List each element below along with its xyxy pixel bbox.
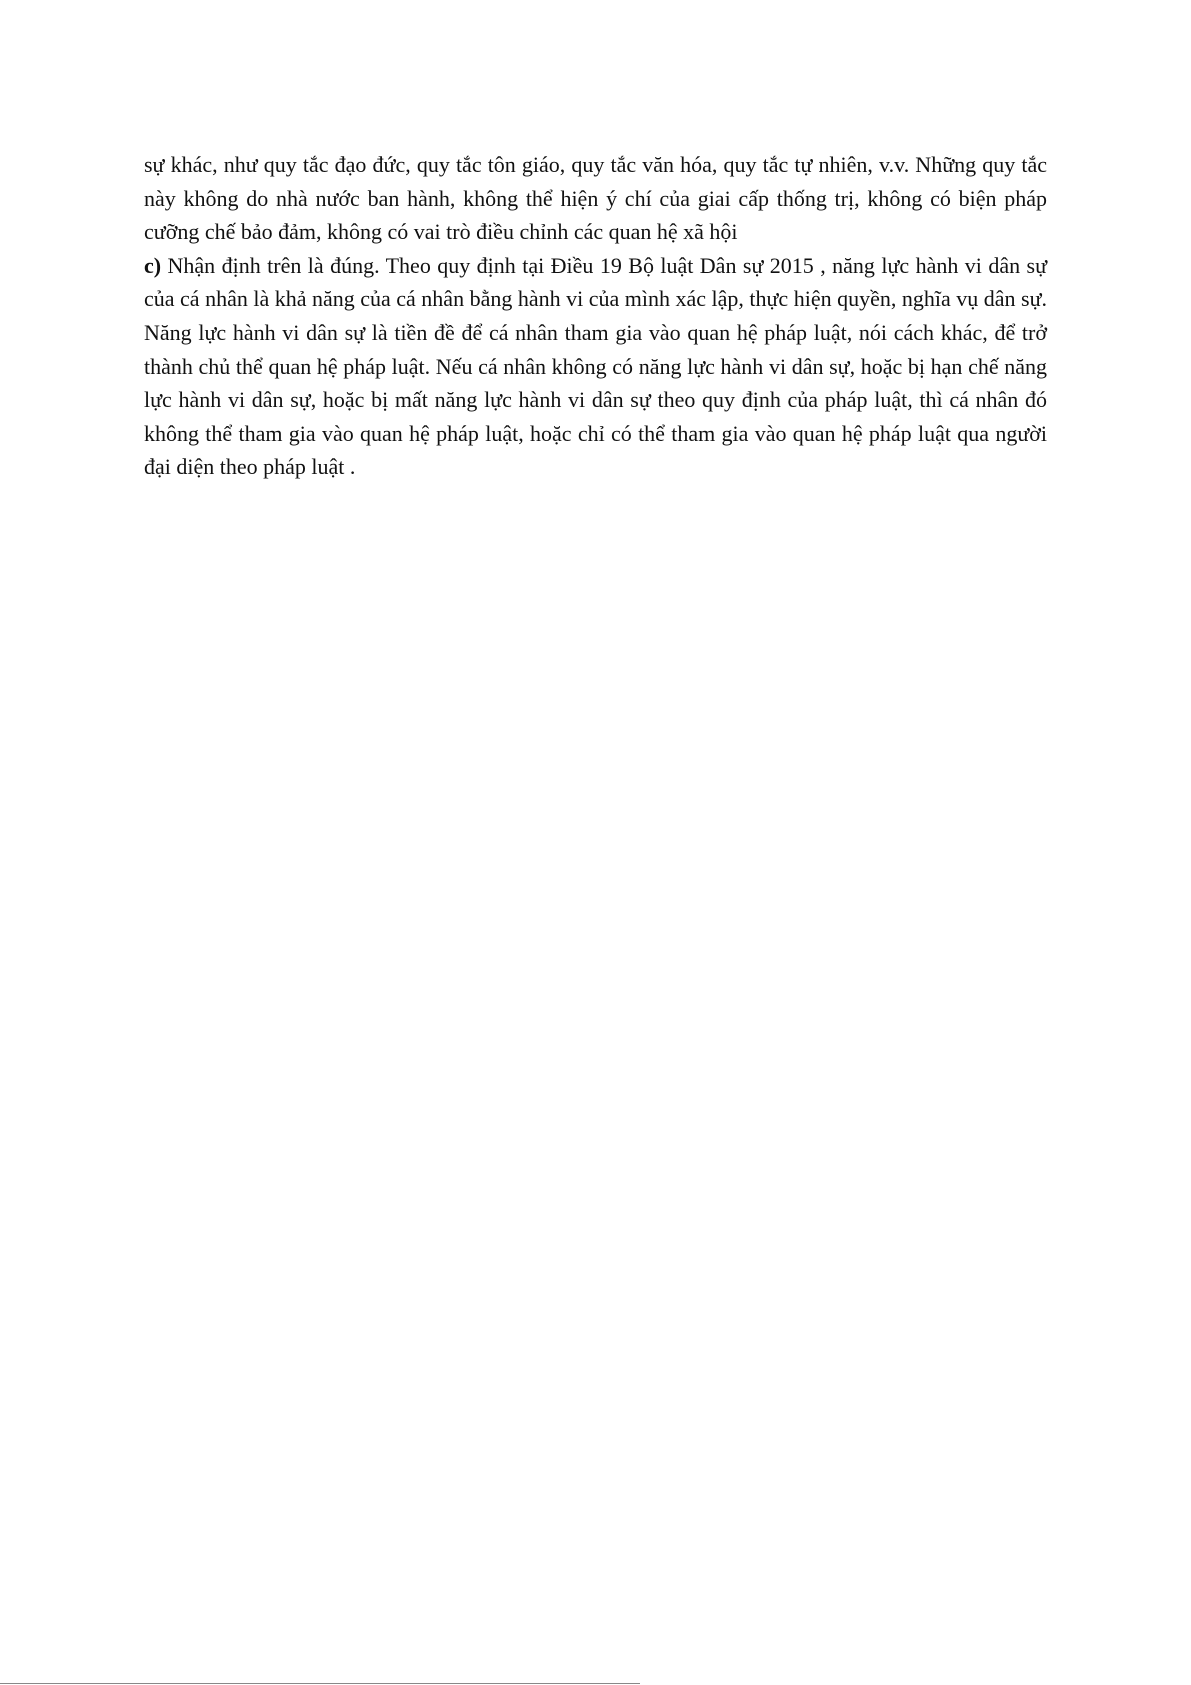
paragraph-continuation (144, 148, 1047, 249)
paragraph-text: sự khác, như quy tắc đạo đức, quy tắc tôn giáo, quy tắc văn hóa, quy tắc tự nhiên, v.v. Những quy tắc này không do nhà nước ban hành, không thể hiện ý chí của giai cấp thống trị, không có biện pháp cưỡng chế bảo đảm, không có vai trò điều chỉnh các quan hệ xã hội (144, 152, 1047, 245)
paragraph-label: c) (144, 252, 162, 278)
paragraph-c (144, 249, 1047, 484)
paragraph-text: Nhận định trên là đúng. Theo quy định tại Điều 19 Bộ luật Dân sự 2015 , năng lực hành vi dân sự của cá nhân là khả năng của cá nhân bằng hành vi của mình xác lập, thực hiện quyền, nghĩa vụ dân sự. Năng lực hành vi dân sự là tiền đề để cá nhân tham gia vào quan hệ pháp luật, nói cách khác, để trở thành chủ thể quan hệ pháp luật. Nếu cá nhân không có năng lực hành vi dân sự, hoặc bị hạn chế năng lực hành vi dân sự, hoặc bị mất năng lực hành vi dân sự theo quy định của pháp luật, thì cá nhân đó không thể tham gia vào quan hệ pháp luật, hoặc chỉ có thể tham gia vào quan hệ pháp luật qua người đại diện theo pháp luật . (144, 252, 1047, 480)
document-body (144, 148, 1047, 484)
